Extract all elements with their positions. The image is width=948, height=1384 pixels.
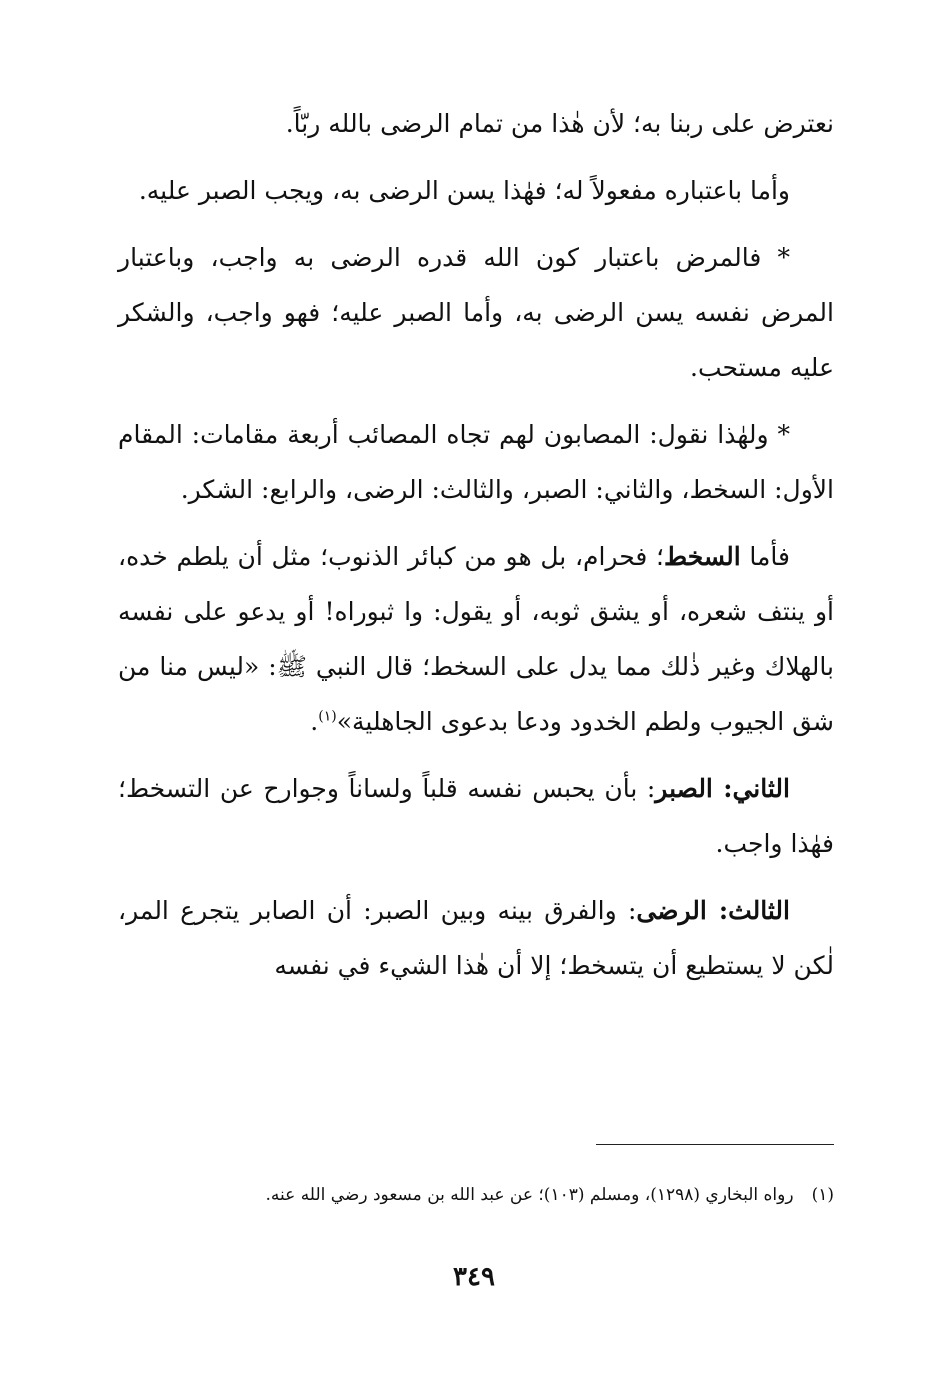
text-run: وأما باعتباره مفعولاً له؛ فهٰذا يسن الرضى به، ويجب الصبر عليه. xyxy=(138,176,790,205)
paragraph-p7 xyxy=(118,883,834,993)
text-run: * ولهٰذا نقول: المصابون لهم تجاه المصائب أربعة مقامات: المقام الأول: السخط، والثاني: الصبر، والثالث: الرضى، والرابع: الشكر. xyxy=(118,420,834,504)
footnote xyxy=(118,1180,834,1210)
paragraph-p6 xyxy=(118,761,834,871)
text-run: . xyxy=(310,707,319,736)
page-number: ٣٤٩ xyxy=(453,1262,495,1292)
text-run: ؛ فحرام، بل هو من كبائر الذنوب؛ مثل أن يلطم خده، أو ينتف شعره، أو يشق ثوبه، أو يقول: وا ثبوراه! أو يدعو على نفسه بالهلاك وغير ذٰلك مما يدل على السخط؛ قال النبي ﷺ: «ليس منا من شق الجيوب ولطم الخدود ودعا بدعوى الجاهلية» xyxy=(118,542,834,736)
paragraph-p3 xyxy=(118,230,834,395)
text-run: : بأن يحبس نفسه قلباً ولساناً وجوارح عن التسخط؛ فهٰذا واجب. xyxy=(118,774,834,858)
text-run: : والفرق بينه وبين الصبر: أن الصابر يتجرع المر، لٰكن لا يستطيع أن يتسخط؛ إلا أن هٰذا الشيء في نفسه xyxy=(118,896,834,980)
paragraph-p5 xyxy=(118,529,834,749)
bold-term: الرضى xyxy=(636,896,707,925)
bold-term: السخط xyxy=(663,542,741,571)
footnote-text: رواه البخاري (١٢٩٨)، ومسلم (١٠٣)؛ عن عبد الله بن مسعود رضي الله عنه. xyxy=(265,1185,794,1205)
paragraph-p1 xyxy=(118,96,834,151)
text-run: فأما xyxy=(740,542,790,571)
paragraph-p4 xyxy=(118,407,834,517)
paragraph-p2 xyxy=(118,163,834,218)
footnote-separator xyxy=(596,1144,834,1145)
footnote-number: (١) xyxy=(811,1185,834,1205)
bold-term: الثالث: xyxy=(706,896,790,925)
text-run: نعترض على ربنا به؛ لأن هٰذا من تمام الرضى بالله ربّاً. xyxy=(285,109,834,138)
footnote-reference: (١) xyxy=(318,708,337,725)
bold-term: الصبر xyxy=(655,774,713,803)
bold-term: الثاني: xyxy=(712,774,790,803)
text-run: * فالمرض باعتبار كون الله قدره الرضى به واجب، وباعتبار المرض نفسه يسن الرضى به، وأما الصبر عليه؛ فهو واجب، والشكر عليه مستحب. xyxy=(118,243,834,382)
main-text xyxy=(118,96,834,1005)
